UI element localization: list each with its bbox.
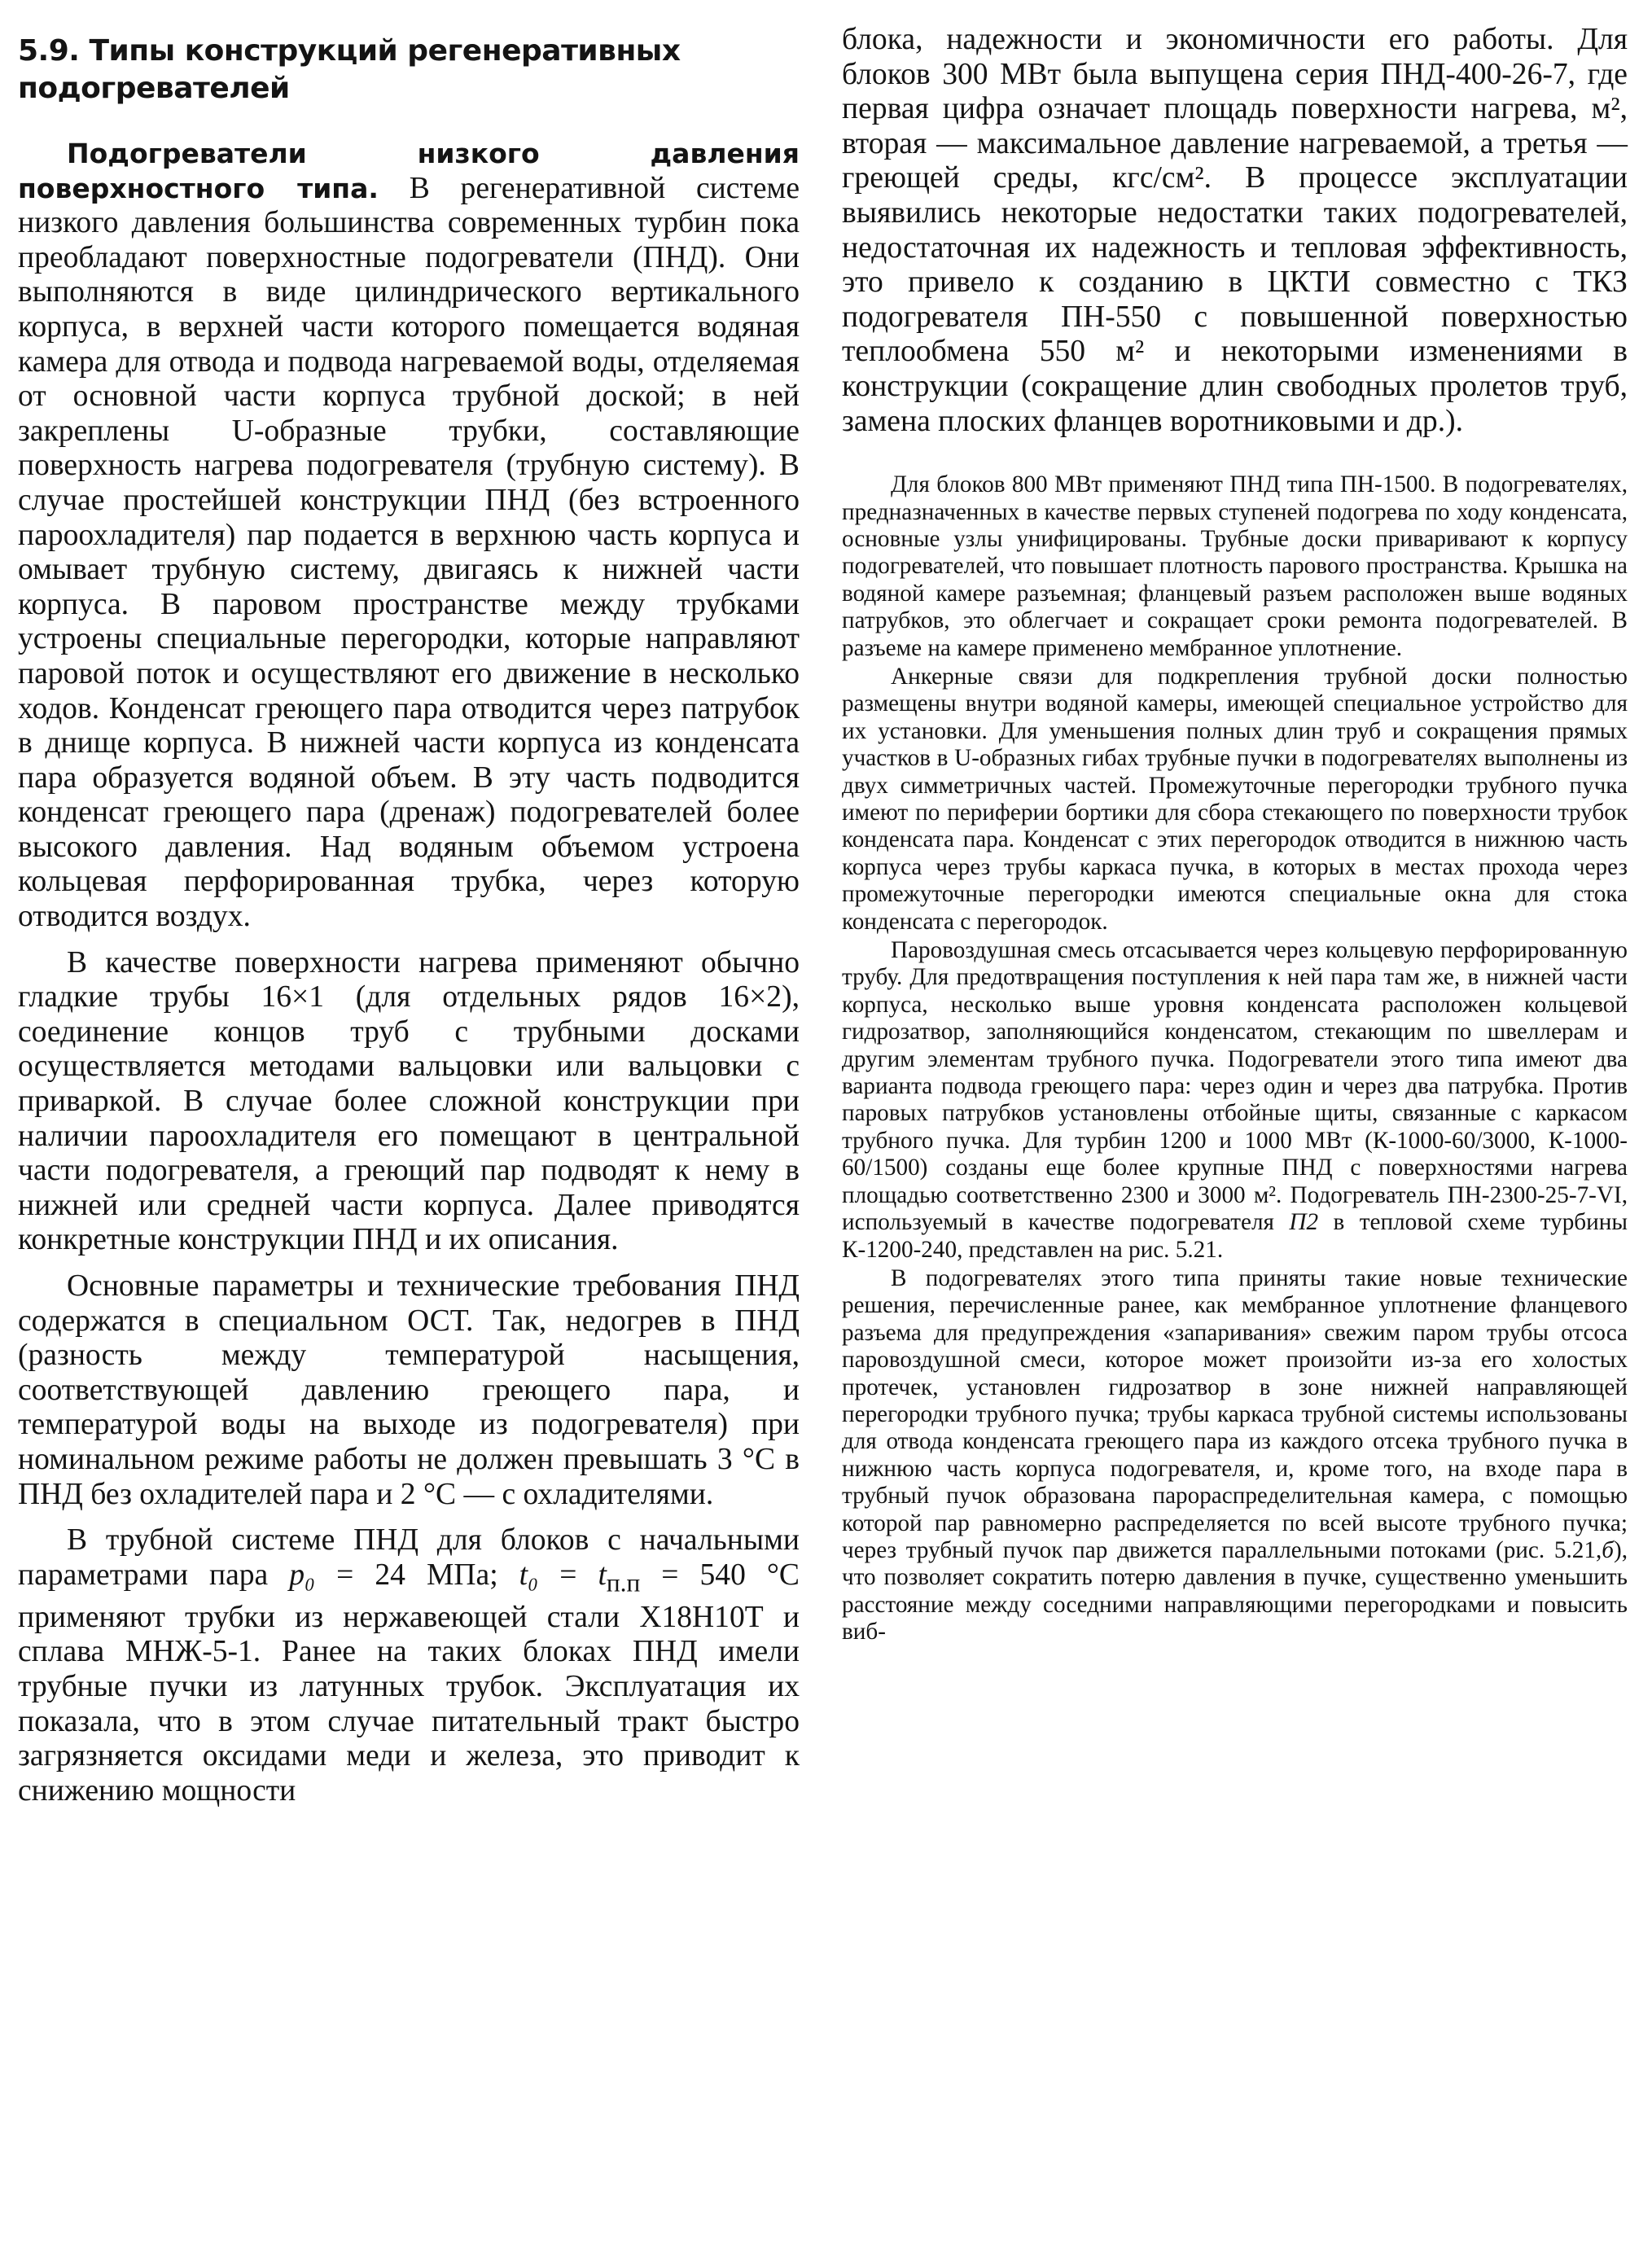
paragraph-pn1500: Для блоков 800 МВт применяют ПНД типа ПН-1500. В подогревателях, предназначенных в качестве первых ступеней подогрева по ходу конденсата, основные узлы унифицированы. Трубные доски приваривают к корпусу подогревателей, что повышает плотность парового пространства. Крышка на водяной камере разъемная; фланцевый разъем расположен выше водяных патрубков, это облегчает и сокращает сроки ремонта подогревателей. В разъеме на камере применено мембранное уплотнение.	[842, 471, 1628, 661]
paragraph-heating-surface: В качестве поверхности нагрева применяют обычно гладкие трубы 16×1 (для отдельных рядов 16×2), соединение концов труб с трубными досками осуществляется методами вальцовки или вальцовки с приваркой. В случае более сложной конструкции при наличии пароохладителя его помещают в центральной части подогревателя, а греющий пар подводят к нему в нижней или средней части корпуса. Далее приводятся конкретные конструкции ПНД и их описания.	[18, 945, 800, 1257]
text-run: В подогревателях этого типа приняты такие новые технические решения, перечисленные ранее, как мембранное уплотнение фланцевого разъема для предупреждения «запаривания» свежим паром трубы отсоса паровоздушной смеси, которое может произойти из-за его холостых протечек, установлен гидрозатвор в зоне нижней направляющей перегородки трубного пучка; трубы каркаса трубной системы использованы для отвода конденсата греющего пара из каждого отсека трубного пучка в нижнюю часть корпуса подогревателя, и, кроме того, на входе пара в трубный пучок образована парораспределительная камера, с помощью которой пар равномерно распределяется по всей высоте трубного пучка; через трубный пучок пар движется параллельными потоками (рис. 5.21,	[842, 1264, 1628, 1563]
paragraph-lead-heading: Подогреватели низкого давления поверхностного типа.	[18, 138, 800, 204]
text-run: = 24 МПа;	[315, 1558, 519, 1592]
paragraph-steam-air-mixture	[842, 937, 1628, 1264]
paragraph-pnd-series: блока, надежности и экономичности его работы. Для блоков 300 МВт была выпущена серия ПНД-400-26-7, где первая цифра означает площадь поверхности нагрева, м², вторая — максимальное давление нагреваемой, а третья — греющей среды, кгс/см². В процессе эксплуатации выявились некоторые недостатки таких подогревателей, недостаточная их надежность и тепловая эффективность, это привело к созданию в ЦКТИ совместно с ТКЗ подогревателя ПН-550 с повышенной поверхностью теплообмена 550 м² и некоторыми изменениями в конструкции (сокращение длин свободных пролетов труб, замена плоских фланцев воротниковыми и др.).	[842, 23, 1628, 438]
paragraph-tube-system	[18, 1523, 800, 1808]
paragraph-lnd-overview-text: В регенеративной системе низкого давления большинства современных турбин пока преобладают поверхностные подогреватели (ПНД). Они выполняются в виде цилиндрического вертикального корпуса, в верхней части которого помещается водяная камера для отвода и подвода нагреваемой воды, отделяемая от основной части корпуса трубной доской; в ней закреплены U-образные трубки, составляющие поверхность нагрева подогревателя (трубную систему). В случае простейшей конструкции ПНД (без встроенного пароохладителя) пар подается в верхнюю часть корпуса и омывает трубную систему, двигаясь к нижней части корпуса. В паровом пространстве между трубками устроены специальные перегородки, которые направляют паровой поток и осуществляют его движение в несколько ходов. Конденсат греющего пара отводится через патрубок в днище корпуса. В нижней части корпуса из конденсата пара образуется водяной объем. В эту часть подводится конденсат греющего пара (дренаж) подогревателей более высокого давления. Над водяным объемом устроена кольцевая перфорированная трубка, через которую отводится воздух.	[18, 171, 800, 934]
paragraph-main-parameters: Основные параметры и технические требования ПНД содержатся в специальном ОСТ. Так, недогрев в ПНД (разность между температурой насыщения, соответствующей давлению греющего пара, и температурой воды на выходе из подогревателя) при номинальном режиме работы не должен превышать 3 °С в ПНД без охладителей пара и 2 °С — с охладителями.	[18, 1269, 800, 1511]
formula-tpp: t	[598, 1558, 607, 1592]
text-run: ), что позволяет сократить потерю давления в пучке, существенно уменьшить расстояние между соседними направляющими перегородками и повысить виб-	[842, 1536, 1628, 1645]
italic-run: б	[1602, 1536, 1614, 1563]
italic-run: П2	[1289, 1209, 1319, 1236]
paragraph-lnd-overview	[18, 137, 800, 935]
formula-tpp-subscript: п.п	[606, 1568, 641, 1597]
section-heading: 5.9. Типы конструкций регенеративных подогревателей	[18, 34, 681, 105]
right-column	[842, 23, 1628, 1646]
text-run: В трубной системе ПНД для блоков с начальными параметрами пара	[18, 1523, 800, 1592]
text-run: в тепловой схеме турбины К-1200-240, представлен на рис. 5.21.	[842, 1209, 1628, 1263]
text-run: Паровоздушная смесь отсасывается через кольцевую перфорированную трубу. Для предотвращения поступления к ней пара там же, в нижней части корпуса, несколько выше уровня конденсата расположен кольцевой гидрозатвор, заполняющийся конденсатом, стекающим по швеллерам и другим элементам трубного пучка. Подогреватели этого типа имеют два варианта подвода греющего пара: через один и через два патрубка. Против паровых патрубков установлены отбойные щиты, связанные с каркасом трубного пучка. Для турбин 1200 и 1000 МВт (К-1000-60/3000, К-1000-60/1500) созданы еще более крупные ПНД с поверхностями нагрева площадью соответственно 2300 и 3000 м². Подогреватель ПН-2300-25-7-VI, используемый в качестве подогревателя	[842, 937, 1628, 1236]
spacer	[842, 450, 1628, 471]
paragraph-anchor-bonds: Анкерные связи для подкрепления трубной доски полностью размещены внутри водяной камеры, имеющей специальное устройство для их установки. Для уменьшения полных длин труб и сокращения прямых участков в U-образных гибах трубные пучки в подогревателях выполнены из двух симметричных частей. Промежуточные перегородки трубного пучка имеют по периферии бортики для сбора стекающего по поверхности трубок конденсата пара. Конденсат с этих перегородок отводится в нижнюю часть корпуса через трубы каркаса пучка, в которых в местах прохода через промежуточные перегородки имеются специальные окна для стока конденсата с перегородок.	[842, 663, 1628, 935]
formula-t0: t₀	[519, 1558, 539, 1592]
paragraph-new-solutions	[842, 1265, 1628, 1646]
formula-p0: p₀	[289, 1558, 316, 1592]
text-run: = 540 °С применяют трубки из нержавеющей стали Х18Н10Т и сплава МНЖ-5-1. Ранее на таких блоках ПНД имели трубные пучки из латунных трубок. Эксплуатация их показала, что в этом случае питательный тракт быстро загрязняется оксидами меди и железа, это приводит к снижению мощности	[18, 1558, 800, 1808]
left-column	[18, 33, 800, 1820]
text-run: =	[538, 1558, 598, 1592]
